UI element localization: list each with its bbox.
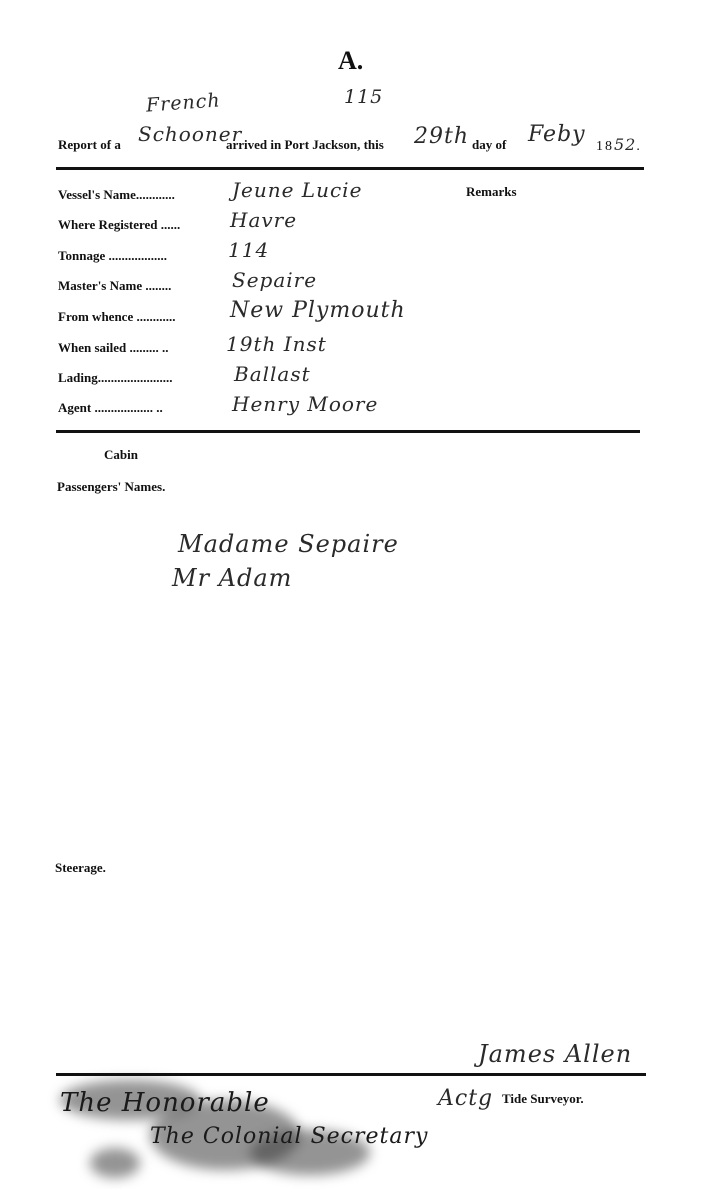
tonnage-value: 114 xyxy=(228,238,270,262)
addressee-line1: The Honorable xyxy=(60,1088,270,1118)
signature-title: Tide Surveyor. xyxy=(502,1091,584,1106)
arrival-month-value: Feby xyxy=(528,122,586,147)
signature-acting: Actg xyxy=(438,1086,494,1111)
where-registered-value: Havre xyxy=(230,208,298,232)
arrival-day-value: 29th xyxy=(414,124,470,149)
report-day-label: day of xyxy=(472,137,507,152)
form-letter: A. xyxy=(338,46,364,75)
steerage-label: Steerage. xyxy=(55,860,106,875)
nationality-annotation: French xyxy=(145,89,222,117)
agent-label: Agent .................. .. xyxy=(58,400,163,415)
when-sailed-label: When sailed ......... .. xyxy=(58,340,169,355)
year-prefix: 18 xyxy=(596,139,614,154)
bottom-rule xyxy=(56,1073,646,1076)
addressee-line2: The Colonial Secretary xyxy=(150,1124,429,1149)
passenger-name: Madame Sepaire xyxy=(178,530,399,558)
number-annotation: 115 xyxy=(344,86,384,108)
year-suffix: 52 xyxy=(614,135,637,154)
report-prefix: Report of a xyxy=(58,137,121,152)
vessel-name-value: Jeune Lucie xyxy=(232,178,363,202)
master-name-value: Sepaire xyxy=(232,268,318,292)
passenger-name: Mr Adam xyxy=(172,564,293,592)
where-registered-label: Where Registered ...... xyxy=(58,217,181,232)
from-whence-value: New Plymouth xyxy=(230,298,406,323)
when-sailed-value: 19th Inst xyxy=(226,332,327,356)
passengers-label: Passengers' Names. xyxy=(57,479,166,494)
middle-rule xyxy=(56,430,640,433)
vessel-name-label: Vessel's Name............ xyxy=(58,187,175,202)
tonnage-label: Tonnage .................. xyxy=(58,248,167,263)
top-rule xyxy=(56,167,644,170)
signature-name: James Allen xyxy=(478,1040,633,1068)
lading-label: Lading....................... xyxy=(58,370,173,385)
master-name-label: Master's Name ........ xyxy=(58,278,172,293)
remarks-label: Remarks xyxy=(466,184,517,199)
report-middle: arrived in Port Jackson, this xyxy=(226,137,384,152)
water-stain xyxy=(90,1148,140,1178)
report-end: . xyxy=(636,139,642,154)
agent-value: Henry Moore xyxy=(232,392,379,416)
cabin-label: Cabin xyxy=(104,447,138,462)
lading-value: Ballast xyxy=(234,362,311,386)
from-whence-label: From whence ............ xyxy=(58,309,176,324)
arrival-year xyxy=(596,135,642,155)
vessel-type-value: Schooner xyxy=(138,122,243,146)
